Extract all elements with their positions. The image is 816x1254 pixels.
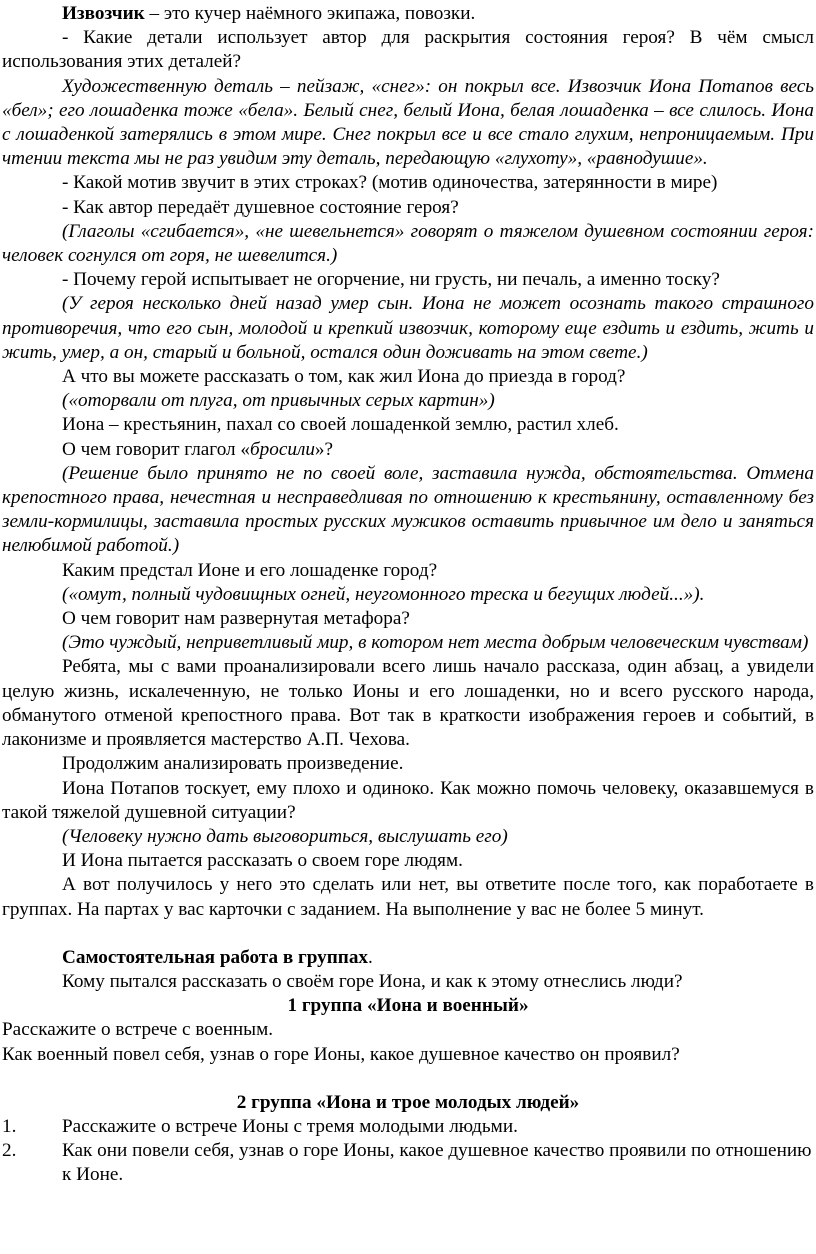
statement-tries: И Иона пытается рассказать о своем горе людям. [62, 850, 463, 872]
term-izvozchik: Извозчик [62, 3, 145, 24]
paragraph-definition [2, 2, 814, 26]
group-1-task-1: Расскажите о встрече с военным. [2, 1019, 274, 1041]
paragraph-summary: Ребята, мы с вами проанализировали всего лишь начало рассказа, один абзац, а увидели целую жизнь, искалеченную, не только Ионы и его лошаденки, но и всего русского народа, обманутого отменой крепостного права. Вот так в краткости изображения героев и событий, в лаконизме и проявляется мастерство А.П. Чехова. [2, 656, 814, 751]
verb-brosili: бросили [250, 438, 315, 460]
question-longing: - Почему герой испытывает не огорчение, ни грусть, ни печаль, а именно тоску? [62, 269, 720, 291]
definition-text: – это кучер наёмного экипажа, повозки. [144, 3, 476, 24]
answer-verb: (Решение было принято не по своей воле, заставила нужда, обстоятельства. Отмена крепостного права, нечестная и несправедливая по отношению к крестьянину, оставленному без земли-кормилицы, заставила простых русских мужиков оставить привычное им дело и заняться нелюбимой работой.) [2, 462, 814, 557]
spacer [2, 922, 814, 946]
section-heading-group-work [2, 946, 814, 970]
paragraph-continue: Продолжим анализировать произведение. [62, 753, 404, 775]
list-number: 2. [2, 1140, 17, 1162]
question-city: Каким предстал Ионе и его лошаденке город? [62, 559, 438, 581]
question-motif: - Какой мотив звучит в этих строках? (мотив одиночества, затерянности в мире) [62, 172, 718, 194]
statement-peasant: Иона – крестьянин, пахал со своей лошаденкой землю, растил хлеб. [62, 414, 619, 436]
group-2-title: 2 группа «Иона и трое молодых людей» [236, 1091, 580, 1113]
question-who: Кому пытался рассказать о своём горе Иона, и как к этому отнеслись люди? [62, 970, 683, 992]
answer-quote-plough: («оторвали от плуга, от привычных серых картин») [62, 390, 495, 412]
list-number: 1. [2, 1115, 17, 1137]
answer-city-quote: («омут, полный чудовищных огней, неугомонного треска и бегущих людей...»). [62, 583, 705, 605]
list-item [2, 1115, 814, 1139]
spacer [2, 1067, 814, 1091]
question-details: - Какие детали использует автор для раскрытия состояния героя? В чём смысл использования этих деталей? [2, 27, 814, 73]
document-body [2, 2, 814, 1188]
answer-help: (Человеку нужно дать выговориться, выслушать его) [62, 825, 508, 847]
list-text: Расскажите о встрече Ионы с тремя молодыми людьми. [62, 1115, 518, 1137]
question-verb-end: »? [314, 438, 334, 460]
answer-longing: (У героя несколько дней назад умер сын. Иона не может осознать такого страшного противоречия, что его сын, молодой и крепкий извозчик, которому еще ездить и ездить, жить и жить, умер, а он, старый и больной, остался один доживать на этом свете.) [2, 293, 814, 363]
question-metaphor: О чем говорит нам развернутая метафора? [62, 608, 410, 630]
question-help: Иона Потапов тоскует, ему плохо и одиноко. Как можно помочь человеку, оказавшемуся в такой тяжелой душевной ситуации? [2, 777, 814, 823]
question-life-before: А что вы можете рассказать о том, как жил Иона до приезда в город? [62, 366, 626, 388]
group-1-title: 1 группа «Иона и военный» [287, 995, 529, 1017]
answer-state: (Глаголы «сгибается», «не шевельнется» говорят о тяжелом душевном состоянии героя: человек согнулся от горя, не шевелится.) [2, 220, 814, 267]
group-1-task-2: Как военный повел себя, узнав о горе Ионы, какое душевное качество он проявил? [2, 1043, 680, 1065]
question-verb [2, 438, 814, 462]
answer-details: Художественную деталь – пейзаж, «снег»: он покрыл все. Извозчик Иона Потапов весь «бел»; его лошаденка тоже «бела». Белый снег, белый Иона, белая лошаденка – все слилось. Иона с лошаденкой затерялись в этом мире. Снег покрыл все и все стало глухим, непроницаемым. При чтении текста мы не раз увидим эту деталь, передающую «глухоту», «равнодушие». [2, 75, 814, 170]
paragraph-instructions: А вот получилось у него это сделать или нет, вы ответите после того, как поработаете в группах. На партах у вас карточки с заданием. На выполнение у вас не более 5 минут. [2, 874, 814, 920]
group-work-period: . [368, 946, 373, 968]
question-verb-start: О чем говорит глагол « [62, 438, 250, 460]
list-item [2, 1139, 814, 1187]
answer-metaphor: (Это чуждый, неприветливый мир, в котором нет места добрым человеческим чувствам) [62, 632, 809, 654]
list-text: Как они повели себя, узнав о горе Ионы, какое душевное качество проявили по отношению к Ионе. [62, 1140, 812, 1186]
question-state: - Как автор передаёт душевное состояние героя? [62, 196, 459, 218]
group-work-title: Самостоятельная работа в группах [62, 946, 369, 968]
